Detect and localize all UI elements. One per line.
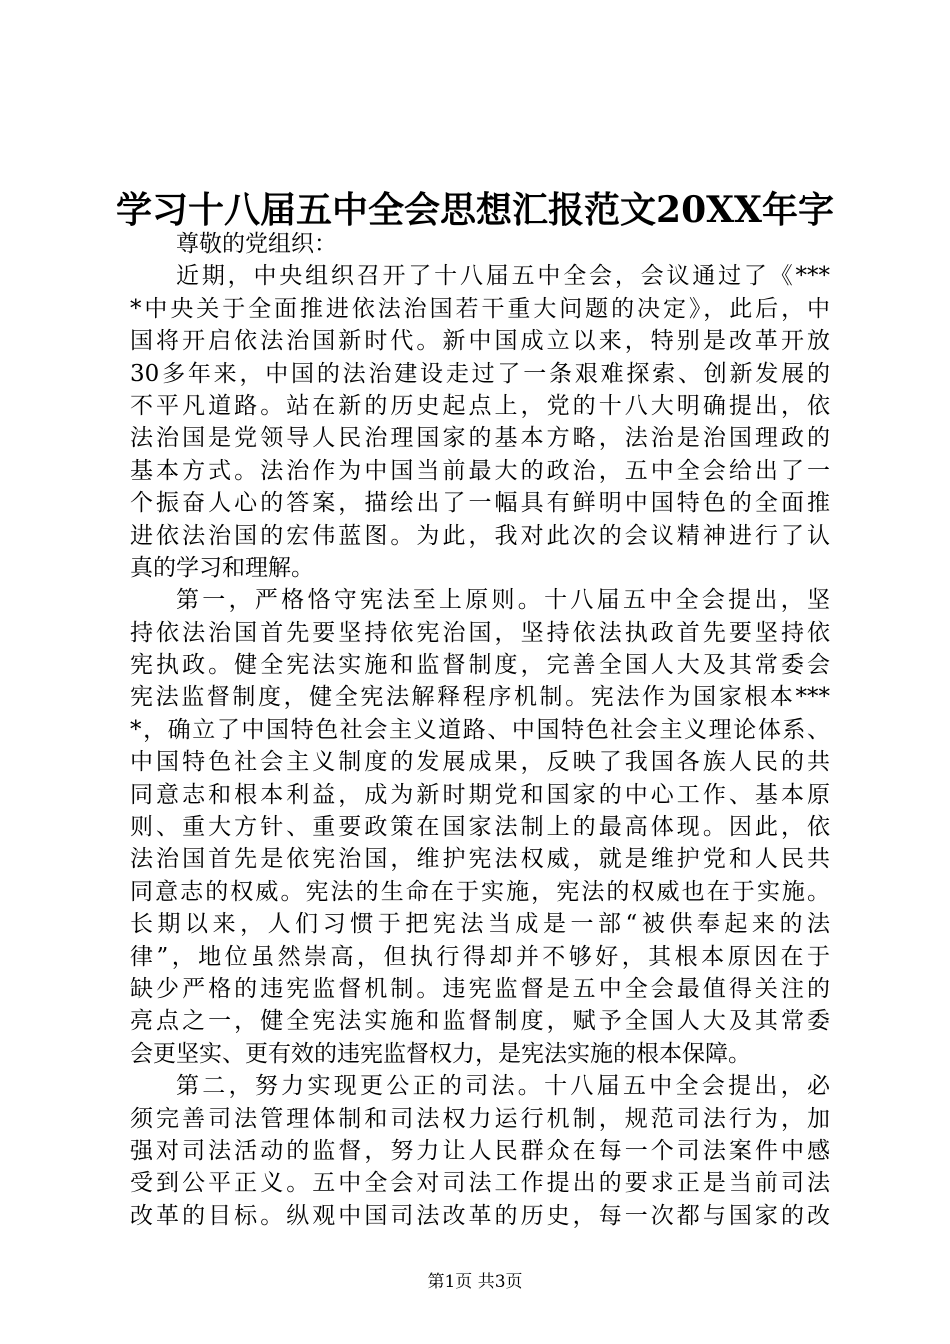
document-title: 学习十八届五中全会思想汇报范文20XX年字 xyxy=(116,189,834,231)
text-line: 近期，中央组织召开了十八届五中全会，会议通过了《*** xyxy=(176,263,830,290)
text-line: 进依法治国的宏伟蓝图。为此，我对此次的会议精神进行了认 xyxy=(130,522,830,549)
text-line: 持依法治国首先要坚持依宪治国，坚持依法执政首先要坚持依 xyxy=(130,619,830,646)
text-line: 中国特色社会主义制度的发展成果，反映了我国各族人民的共 xyxy=(130,749,830,776)
text-line: 须完善司法管理体制和司法权力运行机制，规范司法行为，加 xyxy=(130,1105,830,1132)
text-line: 国将开启依法治国新时代。新中国成立以来，特别是改革开放 xyxy=(130,328,830,355)
text-line: 律”，地位虽然崇高，但执行得却并不够好，其根本原因在于 xyxy=(130,943,830,970)
text-line: 真的学习和理解。 xyxy=(130,554,314,581)
text-line: 第二，努力实现更公正的司法。十八届五中全会提出，必 xyxy=(176,1073,830,1100)
text-line: 强对司法活动的监督，努力让人民群众在每一个司法案件中感 xyxy=(130,1137,830,1164)
text-line: 同意志的权威。宪法的生命在于实施，宪法的权威也在于实施。 xyxy=(130,878,830,905)
text-line: 受到公平正义。五中全会对司法工作提出的要求正是当前司法 xyxy=(130,1170,830,1197)
page-footer: 第1页 共3页 xyxy=(427,1272,523,1292)
text-line: 缺少严格的违宪监督机制。违宪监督是五中全会最值得关注的 xyxy=(130,975,830,1002)
text-line: 宪法监督制度，健全宪法解释程序机制。宪法作为国家根本*** xyxy=(130,684,830,711)
text-line: 会更坚实、更有效的违宪监督权力，是宪法实施的根本保障。 xyxy=(130,1040,751,1067)
text-line: 宪执政。健全宪法实施和监督制度，完善全国人大及其常委会 xyxy=(130,652,830,679)
text-line: 改革的目标。纵观中国司法改革的历史，每一次都与国家的改 xyxy=(130,1202,830,1229)
document-body xyxy=(130,228,830,1232)
text-line: 同意志和根本利益，成为新时期党和国家的中心工作、基本原 xyxy=(130,781,830,808)
text-line: 基本方式。法治作为中国当前最大的政治，五中全会给出了一 xyxy=(130,457,830,484)
text-line: 个振奋人心的答案，描绘出了一幅具有鲜明中国特色的全面推 xyxy=(130,490,830,517)
text-line: 第一，严格恪守宪法至上原则。十八届五中全会提出，坚 xyxy=(176,587,830,614)
text-line: 30多年来，中国的法治建设走过了一条艰难探索、创新发展的 xyxy=(130,360,830,387)
text-line: 法治国首先是依宪治国，维护宪法权威，就是维护党和人民共 xyxy=(130,846,830,873)
text-line: *中央关于全面推进依法治国若干重大问题的决定》，此后，中 xyxy=(130,295,830,322)
text-line: 长期以来，人们习惯于把宪法当成是一部“被供奉起来的法 xyxy=(130,911,830,938)
text-line: 尊敬的党组织： xyxy=(176,231,337,257)
text-line: *，确立了中国特色社会主义道路、中国特色社会主义理论体系、 xyxy=(130,716,830,743)
text-line: 亮点之一，健全宪法实施和监督制度，赋予全国人大及其常委 xyxy=(130,1008,830,1035)
text-line: 不平凡道路。站在新的历史起点上，党的十八大明确提出，依 xyxy=(130,392,830,419)
text-line: 则、重大方针、重要政策在国家法制上的最高体现。因此，依 xyxy=(130,814,830,841)
text-line: 法治国是党领导人民治理国家的基本方略，法治是治国理政的 xyxy=(130,425,830,452)
